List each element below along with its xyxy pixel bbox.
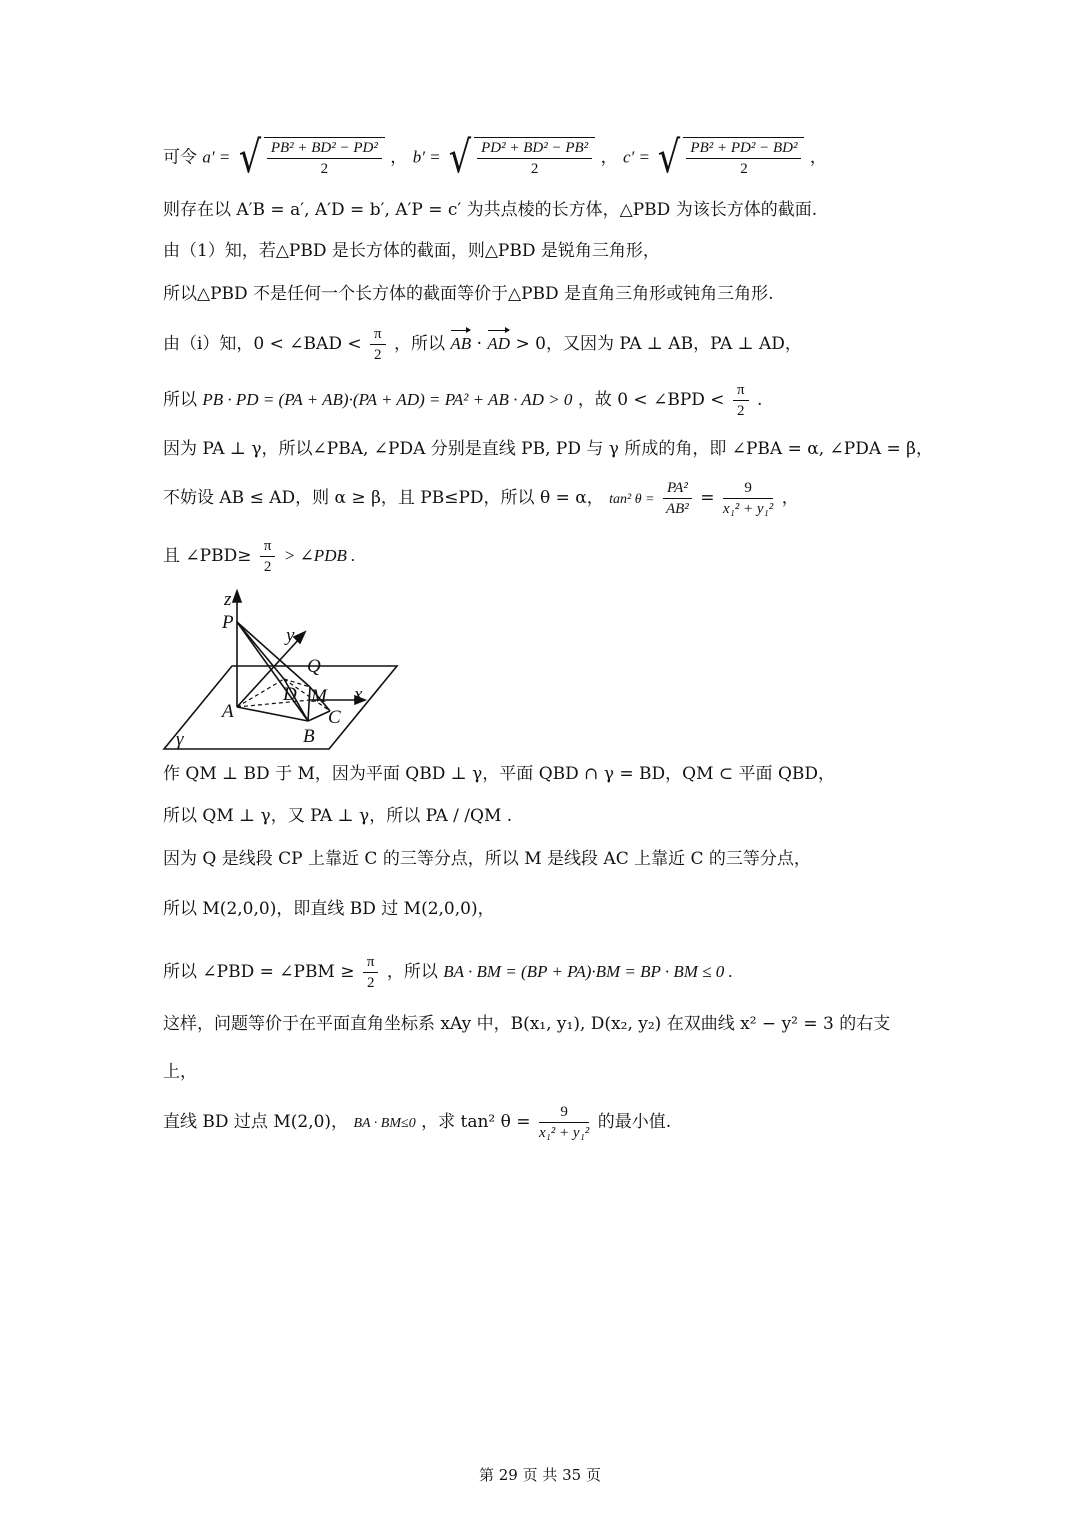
text: 由（i）知，0 < ∠BAD < [163, 334, 362, 354]
label-gamma: γ [176, 729, 184, 750]
sqrt-b: √ $\frac{\text{PD² + BD² − PB²}}{2}$ [446, 136, 595, 180]
text-line-11: 所以 QM ⊥ γ，又 PA ⊥ γ，所以 PA / /QM . [163, 806, 513, 826]
denominator: x₁² + y₁² [722, 501, 774, 517]
fraction-9 [723, 478, 773, 519]
label-b: B [303, 726, 315, 747]
pi-over-two [733, 380, 749, 421]
numerator: π [733, 380, 749, 401]
label-z: z [224, 589, 232, 610]
math: c′ = [622, 147, 650, 167]
edge-ad-dashed [237, 679, 284, 707]
text-line-10: 作 QM ⊥ BD 于 M，因为平面 QBD ⊥ γ，平面 QBD ∩ γ = BD，QM ⊂ 平面 QBD， [163, 764, 836, 784]
plane-gamma [164, 666, 397, 749]
label-d: D [283, 684, 297, 705]
numerator: π [363, 952, 379, 973]
math: b′ = [412, 147, 441, 167]
numerator: PB² + PD² − BD² [686, 138, 801, 159]
label-m: M [311, 686, 327, 707]
numerator: PB² + BD² − PD² [267, 138, 382, 159]
numerator: PD² + BD² − PB² [477, 138, 592, 159]
edge-qb [308, 687, 310, 721]
vector-ad: AD [487, 332, 510, 356]
text-line-2: 则存在以 A′B = a′, A′D = b′, A′P = c′ 为共点棱的长方体，△PBD 为该长方体的截面. [163, 200, 818, 220]
dot: · [476, 334, 482, 354]
denominator: 2 [740, 161, 748, 177]
text: > ∠PDB . [283, 546, 356, 565]
label-c: C [328, 707, 341, 728]
math: a′ = [202, 147, 231, 167]
text-line-3: 由（1）知，若△PBD 是长方体的截面，则△PBD 是锐角三角形， [163, 241, 660, 261]
denominator: x₁² + y₁² [538, 1125, 590, 1141]
text: 且 ∠PBD≥ [163, 546, 252, 566]
equals: = [700, 488, 715, 508]
formula-line-1 [163, 132, 827, 183]
vector-expression: BA · BM = (BP + PA)·BM = BP · BM ≤ 0 . [443, 962, 733, 981]
text: ，所以 [386, 962, 438, 982]
text: 直线 BD 过点 M(2,0)， [163, 1112, 349, 1132]
text: 所以 ∠PBD = ∠PBM ≥ [163, 962, 355, 982]
denominator: 2 [366, 975, 375, 991]
text-line-12: 因为 Q 是线段 CP 上靠近 C 的三等分点，所以 M 是线段 AC 上靠近 C 的三等分点， [163, 849, 811, 869]
text: ，故 0 < ∠BPD < [577, 390, 725, 410]
numerator: 9 [723, 478, 773, 499]
text-line-13: 所以 M(2,0,0)，即直线 BD 过 M(2,0,0)， [163, 899, 495, 919]
denominator: 2 [263, 559, 272, 575]
label-x: x [354, 684, 363, 705]
text: 可令 [163, 147, 197, 168]
fraction-9 [539, 1102, 589, 1143]
text: ， [781, 488, 799, 508]
formula-line-6 [163, 380, 762, 421]
vector-ab: AB [450, 332, 471, 356]
formula-line-5 [163, 324, 802, 365]
math: tan² θ = [609, 492, 655, 507]
fraction-pa-ab [663, 478, 692, 519]
numerator: PA² [663, 478, 692, 499]
formula-line-14 [163, 952, 733, 993]
text-line-7: 因为 PA ⊥ γ，所以∠PBA, ∠PDA 分别是直线 PB, PD 与 γ 所成的角，即 ∠PBA = α, ∠PDA = β， [163, 439, 934, 459]
text-line-16: 上， [163, 1062, 197, 1082]
vector-condition: BA · BM≤0 [353, 1116, 416, 1131]
text: 所以 [163, 390, 197, 410]
text: ，求 tan² θ = [421, 1112, 531, 1132]
pi-over-two [363, 952, 379, 993]
denominator: 2 [320, 161, 329, 177]
denominator: 2 [374, 347, 382, 363]
y-arrow [294, 632, 305, 643]
label-y: y [286, 625, 295, 646]
vector-expression: PB · PD = (PA + AB)·(PA + AD) = PA² + AB · AD > 0 [202, 390, 573, 409]
z-arrow [233, 591, 241, 602]
sep: ， [809, 147, 827, 168]
edge-ab [237, 707, 308, 721]
geometry-figure [160, 586, 405, 756]
edge-pd [237, 622, 284, 679]
label-a: A [222, 701, 234, 722]
edge-bc [308, 711, 330, 721]
denominator: AB² [665, 501, 689, 517]
text: 的最小值. [597, 1112, 672, 1132]
numerator: π [370, 324, 386, 345]
numerator: π [260, 536, 276, 557]
pi-over-two [260, 536, 276, 577]
label-q: Q [307, 656, 321, 677]
text-line-4: 所以△PBD 不是任何一个长方体的截面等价于△PBD 是直角三角形或钝角三角形. [163, 284, 774, 304]
sqrt-c: √ $\frac{\text{PB² + PD² − BD²}}{2}$ [655, 136, 804, 180]
formula-line-9 [163, 536, 355, 577]
pi-over-two [370, 324, 386, 365]
formula-line-17 [163, 1102, 671, 1143]
denominator: 2 [736, 403, 745, 419]
text: . [756, 390, 763, 410]
sqrt-a: √ $\frac{\text{PB² + BD² − PD²}}{2}$ [236, 136, 385, 180]
formula-line-8 [163, 478, 799, 519]
page-footer: 第 29 页 共 35 页 [478, 1466, 601, 1484]
sep: ， [390, 147, 408, 168]
text-line-15: 这样，问题等价于在平面直角坐标系 xAy 中，B(x₁, y₁), D(x₂, y₂) 在双曲线 x² − y² = 3 的右支 [163, 1014, 891, 1034]
text: ，所以 [394, 334, 445, 354]
denominator: 2 [530, 161, 539, 177]
edge-pq [237, 622, 310, 687]
label-p: P [222, 612, 234, 633]
sep: ， [600, 147, 618, 168]
numerator: 9 [539, 1102, 589, 1123]
text: 不妨设 AB ≤ AD，则 α ≥ β，且 PB≤PD，所以 θ = α， [163, 488, 604, 508]
text: > 0，又因为 PA ⊥ AB，PA ⊥ AD， [515, 334, 802, 354]
